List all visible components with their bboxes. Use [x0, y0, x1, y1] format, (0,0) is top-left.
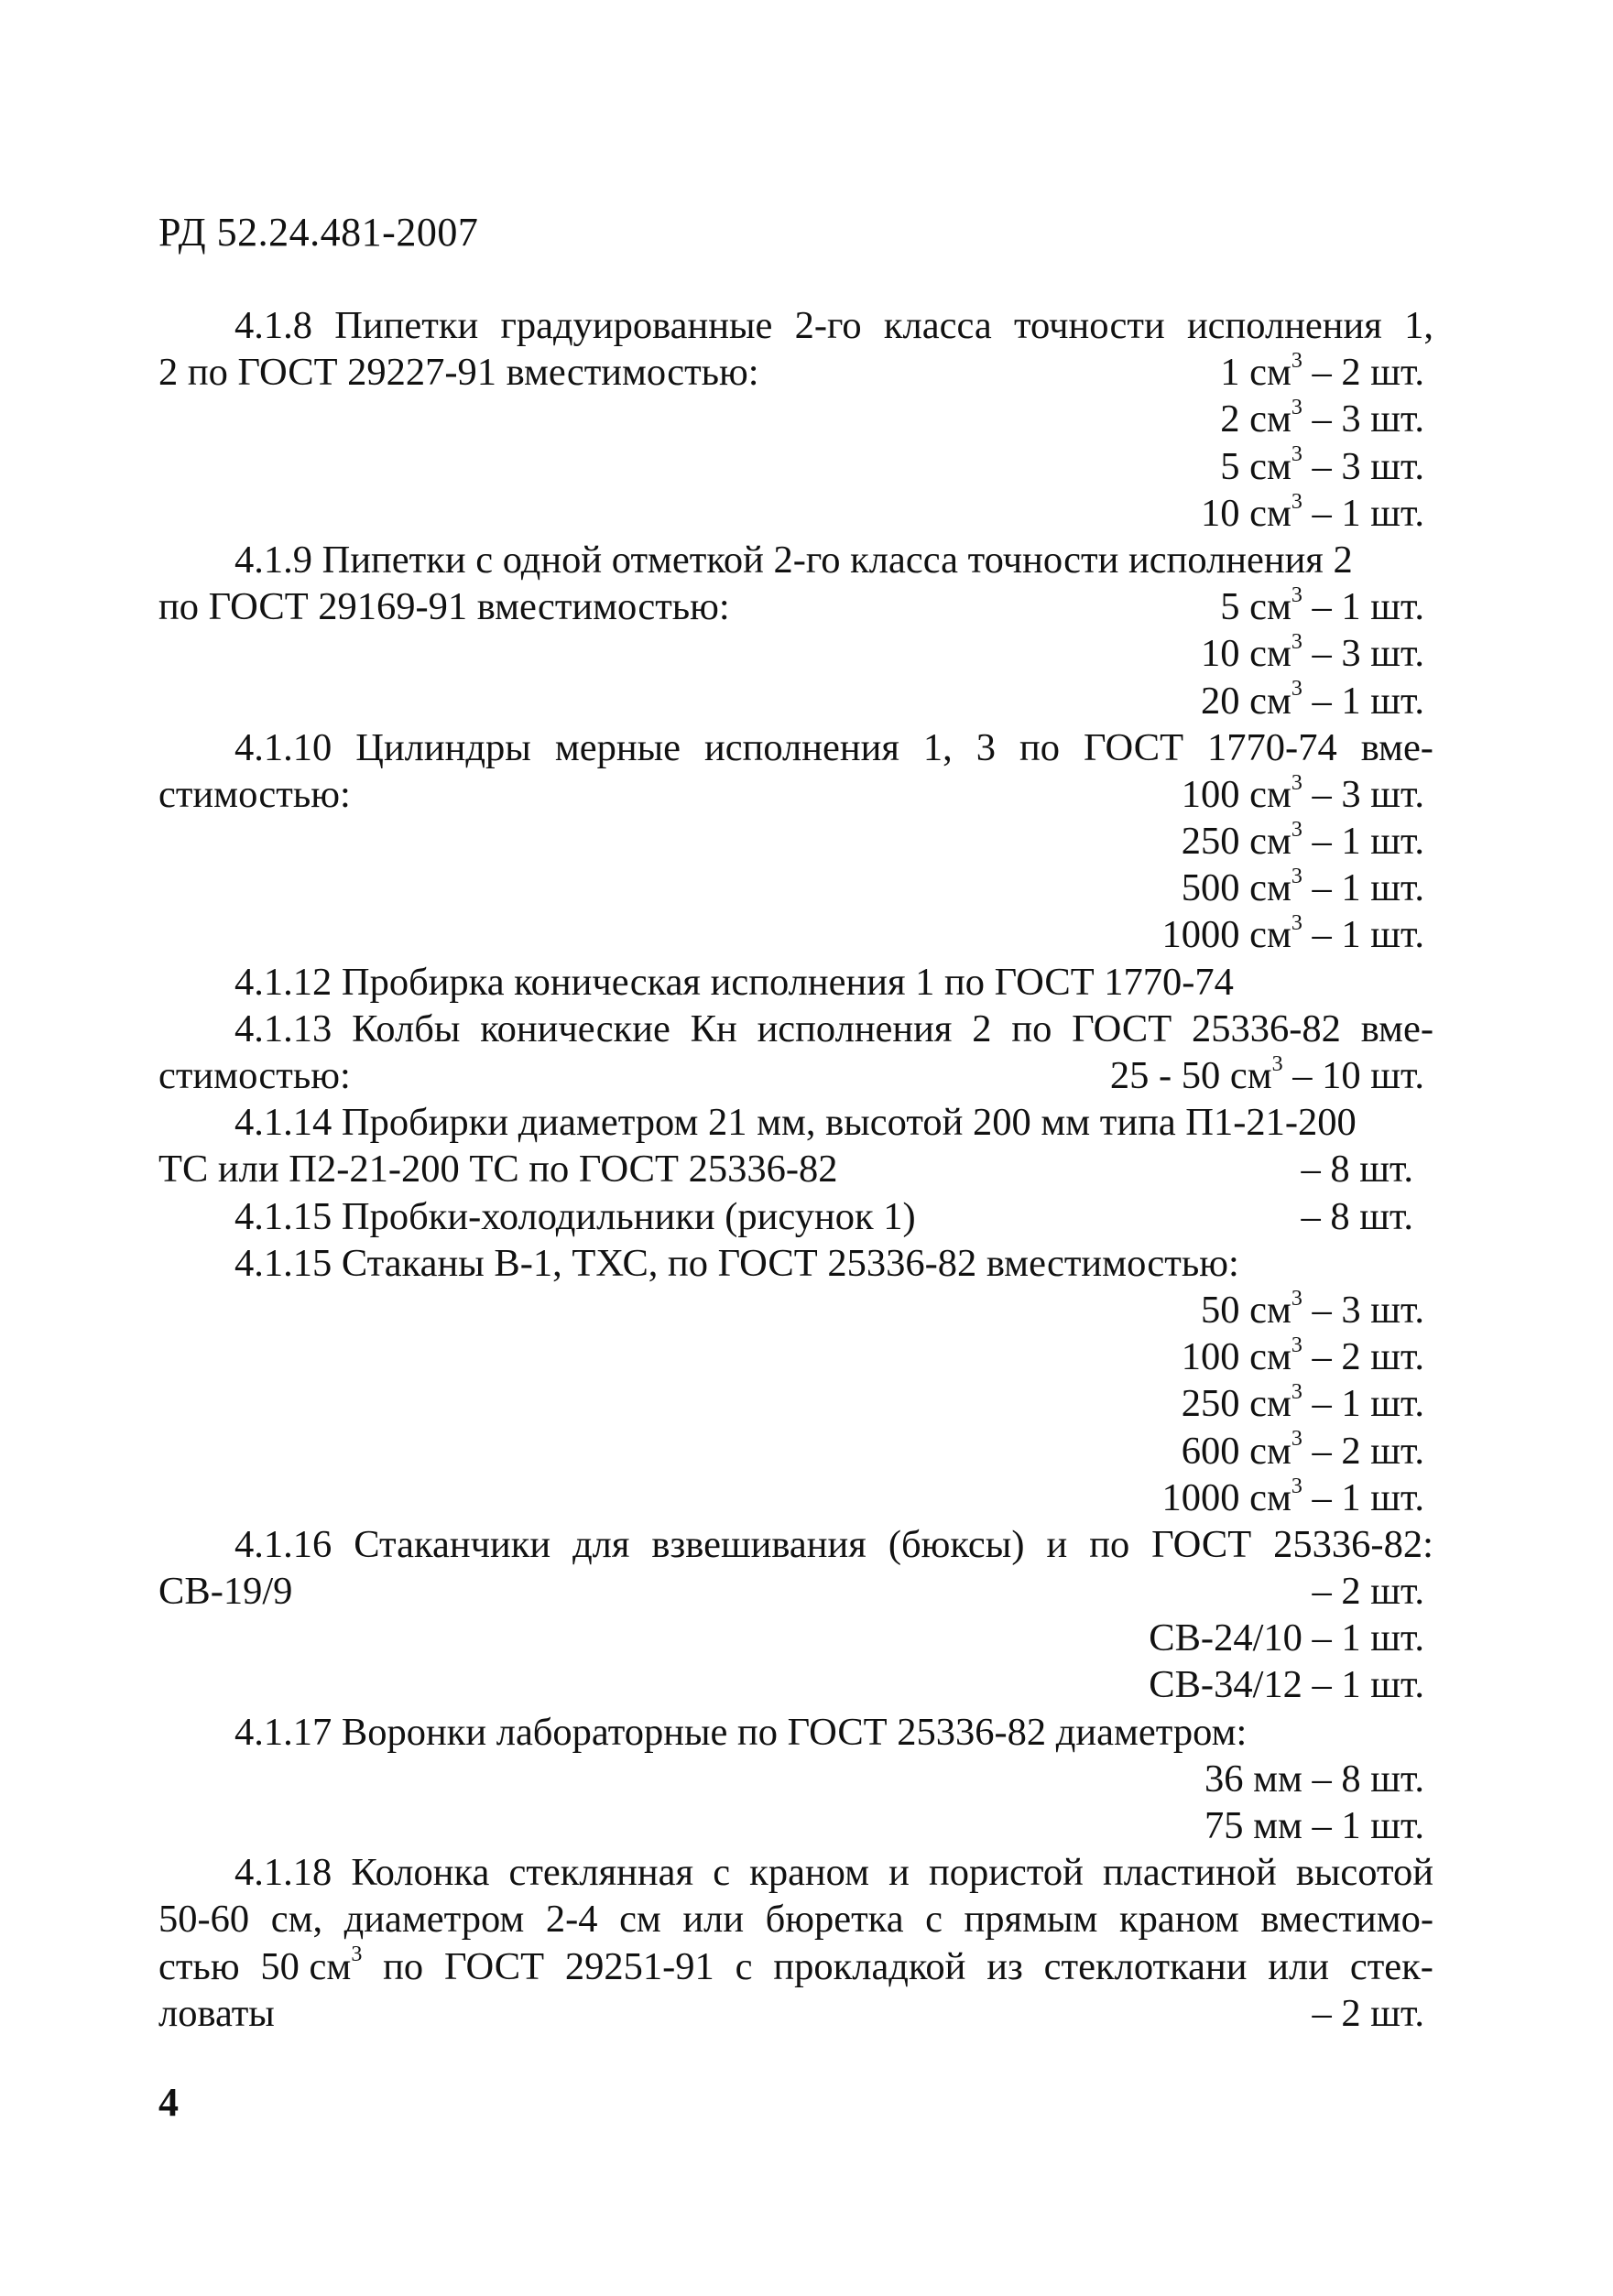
word: вме-: [1360, 1007, 1433, 1050]
word: вместимо-: [1260, 1898, 1433, 1942]
word: ГОСТ: [1151, 1522, 1252, 1566]
word: Кн: [690, 1007, 737, 1050]
word: исполнения: [757, 1007, 953, 1050]
word: 4.1.13: [234, 1007, 332, 1050]
word: краном: [749, 1851, 870, 1895]
quantity-line: 50 $см^3 - 3$ шт.: [1201, 1286, 1424, 1332]
quantity-line: 250 $см^3 - 1$ шт.: [1181, 818, 1424, 864]
word: см,: [270, 1898, 323, 1942]
item-4-1-18-line-4: [158, 1990, 1433, 2037]
page-number: 4: [158, 2080, 179, 2125]
word: Цилиндры: [355, 725, 531, 769]
word: по: [1089, 1522, 1130, 1566]
word: см: [619, 1898, 661, 1942]
item-4-1-10-text: стимостью:: [158, 772, 351, 816]
item-4-1-16-line-1: [158, 1521, 1433, 1568]
item-4-1-12-line-1: 4.1.12 Пробирка коническая исполнения 1 по ГОСТ 1770-74: [234, 960, 1234, 1004]
word: исполнения: [1186, 304, 1382, 347]
quantity: – 2 шт.: [1312, 1570, 1424, 1614]
quantity-line: 600 $см^3 - 2$ шт.: [1181, 1427, 1424, 1473]
word: 2-4: [545, 1898, 598, 1942]
word: стеклянная: [508, 1851, 694, 1895]
word: диаметром: [343, 1898, 525, 1942]
word: по: [1019, 725, 1061, 769]
item-4-1-9-text: по ГОСТ 29169-91 вместимостью:: [158, 585, 730, 629]
word: прокладкой: [773, 1944, 966, 1988]
quantity-line: 1000 $см^3 - 1$ шт.: [1161, 1474, 1424, 1519]
word: градуированные: [500, 304, 773, 347]
word: точности: [1013, 304, 1165, 347]
word: 1,: [922, 725, 953, 769]
word: класса: [883, 304, 992, 347]
quantity: 100 $см^3 - 3$ шт.: [1181, 770, 1424, 816]
item-4-1-13-line-1: [158, 1006, 1433, 1052]
quantity-line: 75 мм – 1 шт.: [1204, 1804, 1424, 1847]
word: с: [735, 1944, 753, 1988]
word: или: [682, 1898, 745, 1942]
word: вме-: [1360, 725, 1433, 769]
quantity: – 8 шт.: [1301, 1194, 1413, 1238]
word: высотой: [1295, 1851, 1433, 1895]
quantity-line: 10 $см^3 - 3$ шт.: [1201, 630, 1424, 676]
quantity-line: 2 $см^3 - 3$ шт.: [1220, 396, 1424, 441]
word: 2: [972, 1007, 992, 1050]
item-4-1-14-text: ТС или П2-21-200 ТС по ГОСТ 25336-82: [158, 1148, 838, 1192]
item-4-1-8-line-2: [158, 349, 1433, 396]
quantity-line: 5 $см^3 - 3$ шт.: [1220, 442, 1424, 488]
quantity: 25 - 50 $см^3 - 10$ шт.: [1109, 1052, 1424, 1097]
word: пластиной: [1102, 1851, 1277, 1895]
word: ГОСТ: [1072, 1007, 1172, 1050]
word: конические: [480, 1007, 670, 1050]
word: 4.1.18: [234, 1851, 332, 1895]
word: прямым: [964, 1898, 1098, 1942]
word: Пипетки: [334, 304, 479, 347]
quantity-line: СВ-34/12 – 1 шт.: [1149, 1663, 1424, 1707]
word: Стаканчики: [354, 1522, 551, 1566]
item-4-1-18-line-2: [158, 1896, 1433, 1942]
word: по: [1011, 1007, 1052, 1050]
item-4-1-16-text: СВ-19/9: [158, 1570, 293, 1614]
word: пористой: [928, 1851, 1084, 1895]
word: 4.1.8: [234, 304, 312, 347]
item-4-1-18-line-3: [158, 1943, 1433, 1990]
item-4-1-15a-line-1: [158, 1193, 1433, 1240]
word: стек-: [1349, 1944, 1433, 1988]
quantity: – 8 шт.: [1301, 1148, 1413, 1192]
document-body: [158, 302, 1433, 2037]
quantity: 5 $см^3 - 1$ шт.: [1220, 583, 1424, 629]
quantity-line: 500 $см^3 - 1$ шт.: [1181, 865, 1424, 910]
item-4-1-16-line-2: [158, 1568, 1433, 1615]
quantity: – 2 шт.: [1312, 1991, 1424, 2035]
item-4-1-8-line-1: [158, 302, 1433, 349]
word: стеклоткани: [1043, 1944, 1248, 1988]
word: 1,: [1404, 304, 1433, 347]
quantity-line: 1000 $см^3 - 1$ шт.: [1161, 911, 1424, 957]
word: бюретка: [765, 1898, 904, 1942]
document-header: РД 52.24.481-2007: [158, 210, 479, 255]
word: с: [713, 1851, 731, 1895]
word: по: [383, 1944, 424, 1988]
item-4-1-18-text: ловаты: [158, 1991, 275, 2035]
word: 4.1.10: [234, 725, 332, 769]
item-4-1-13-text: стимостью:: [158, 1054, 351, 1097]
item-4-1-14-line-2: [158, 1146, 1433, 1192]
quantity-line: 10 $см^3 - 1$ шт.: [1201, 489, 1424, 535]
item-4-1-18-line-1: [158, 1849, 1433, 1896]
word: 25336-82:: [1273, 1522, 1433, 1566]
word: (бюксы): [888, 1522, 1025, 1566]
word: 3: [975, 725, 997, 769]
word: для: [572, 1522, 630, 1566]
item-4-1-14-line-1: 4.1.14 Пробирки диаметром 21 мм, высотой 200 мм типа П1-21-200: [234, 1101, 1357, 1145]
word: стью: [158, 1944, 240, 1988]
item-4-1-17-line-1: 4.1.17 Воронки лабораторные по ГОСТ 25336-82 диаметром:: [234, 1710, 1248, 1754]
word: ГОСТ: [444, 1944, 545, 1988]
quantity-line: 100 $см^3 - 2$ шт.: [1181, 1333, 1424, 1379]
item-4-1-15b-line-1: 4.1.15 Стаканы В-1, ТХС, по ГОСТ 25336-82 вместимостью:: [234, 1241, 1239, 1285]
quantity-line: 250 $см^3 - 1$ шт.: [1181, 1380, 1424, 1426]
word: 25336-82: [1192, 1007, 1341, 1050]
word: из: [986, 1944, 1023, 1988]
item-4-1-15a-text: 4.1.15 Пробки-холодильники (рисунок 1): [234, 1194, 916, 1238]
item-4-1-9-line-2: [158, 583, 1433, 630]
word: исполнения: [703, 725, 899, 769]
word: 50-60: [158, 1898, 250, 1942]
quantity-line: СВ-24/10 – 1 шт.: [1149, 1616, 1424, 1660]
word: ГОСТ: [1084, 725, 1184, 769]
word: 4.1.16: [234, 1522, 332, 1566]
word: с: [925, 1898, 943, 1942]
item-4-1-13-line-2: [158, 1052, 1433, 1099]
item-4-1-10-line-1: [158, 724, 1433, 771]
word: взвешивания: [651, 1522, 866, 1566]
item-4-1-9-line-1: 4.1.9 Пипетки с одной отметкой 2-го класса точности исполнения 2: [234, 538, 1353, 582]
word: 29251-91: [564, 1944, 714, 1988]
quantity: 1 $см^3 - 2$ шт.: [1220, 349, 1424, 395]
word: и: [1046, 1522, 1068, 1566]
item-4-1-8-text: 2 по ГОСТ 29227-91 вместимостью:: [158, 351, 759, 395]
quantity-line: 36 мм – 8 шт.: [1204, 1757, 1424, 1801]
word: 1770-74: [1207, 725, 1337, 769]
item-4-1-10-line-2: [158, 771, 1433, 818]
quantity-line: 20 $см^3 - 1$ шт.: [1201, 677, 1424, 723]
word: Колонка: [351, 1851, 490, 1895]
word: или: [1268, 1944, 1329, 1988]
word: 50 $см^3$: [260, 1942, 363, 1988]
word: Колбы: [352, 1007, 461, 1050]
word: краном: [1118, 1898, 1239, 1942]
word: мерные: [554, 725, 681, 769]
word: 2-го: [794, 304, 862, 347]
word: и: [888, 1851, 910, 1895]
